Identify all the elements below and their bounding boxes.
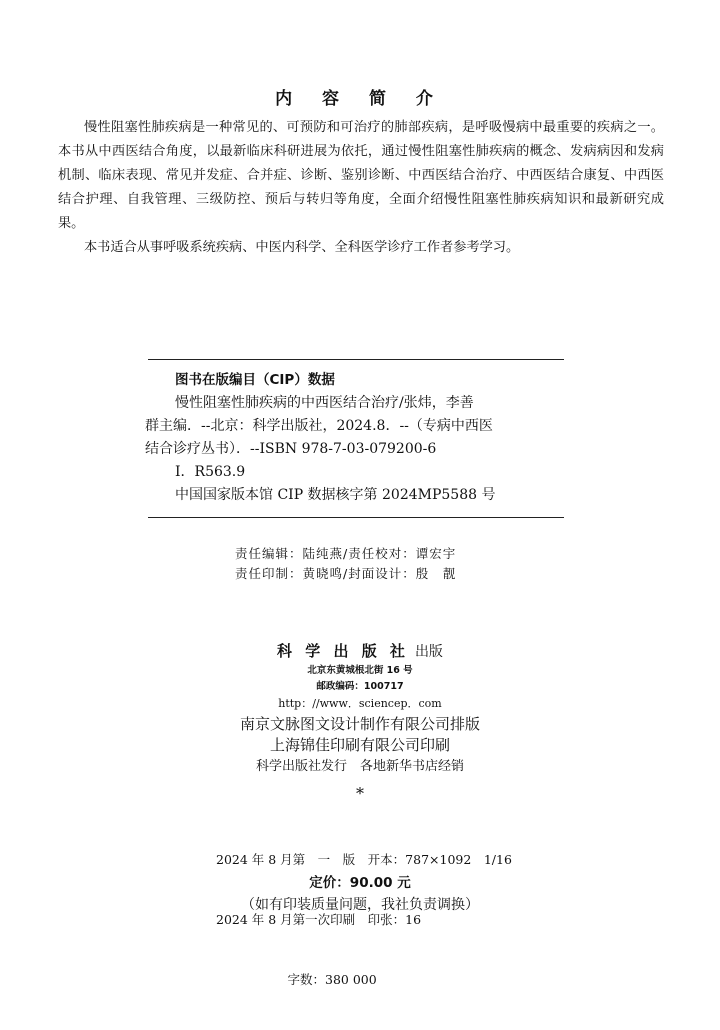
word-count-line: 字数：380 000: [216, 972, 377, 987]
cip-top-rule: [148, 359, 564, 360]
cip-line: 结合诊疗丛书）．--ISBN 978-7-03-079200-6: [145, 441, 437, 457]
distribution: 科学出版社发行 各地新华书店经销: [255, 759, 464, 774]
staff-line: 责任印制：黄晓鸣/封面设计：殷 靓: [235, 566, 457, 581]
page-title: 内 容 简 介: [275, 89, 445, 109]
printer: 上海锦佳印刷有限公司印刷: [269, 736, 450, 754]
cip-record-number: 中国国家版本馆 CIP 数据核字第 2024MP5588 号: [175, 487, 496, 503]
typesetter: 南京文脉图文设计制作有限公司排版: [239, 715, 480, 733]
publisher-url: http：//www．sciencep．com: [278, 697, 442, 710]
audience-paragraph: 本书适合从事呼吸系统疾病、中医内科学、全科医学诊疗工作者参考学习。: [84, 240, 520, 255]
separator-asterisk: *: [356, 784, 364, 803]
cip-line: 慢性阻塞性肺疾病的中西医结合治疗/张炜，李善: [175, 395, 474, 411]
production-credits: [0, 714, 720, 777]
summary-section: [58, 116, 664, 260]
price: 定价：90.00 元: [309, 875, 411, 891]
printing-line: 2024 年 8 月第一次印刷 印张：16: [216, 912, 422, 927]
cip-block: [145, 369, 545, 507]
cip-bottom-rule: [148, 517, 564, 518]
publisher-block: [0, 640, 720, 713]
publisher-postcode: 邮政编码：100717: [316, 681, 404, 692]
staff-credits: [235, 544, 456, 584]
cip-classification: Ⅰ．R563.9: [175, 464, 246, 480]
staff-line: 责任编辑：陆纯燕/责任校对：谭宏宇: [235, 546, 457, 561]
cip-heading: 图书在版编目（CIP）数据: [175, 372, 335, 388]
quality-note: （如有印装质量问题，我社负责调换）: [241, 897, 479, 913]
publisher-suffix: 出版: [414, 644, 443, 660]
publisher-address: 北京东黄城根北街 16 号: [307, 665, 413, 676]
cip-line: 群主编．--北京：科学出版社，2024.8．--（专病中西医: [145, 418, 493, 434]
summary-paragraph: 慢性阻塞性肺疾病是一种常见的、可预防和可治疗的肺部疾病，是呼吸慢病中最重要的疾病之一。本书从中西医结合角度，以最新临床科研进展为依托，通过慢性阻塞性肺疾病的概念、发病病因和发病机制、临床表现、常见并发症、合并症、诊断、鉴别诊断、中西医结合治疗、中西医结合康复、中西医结合护理、自我管理、三级防控、预后与转归等角度，全面介绍慢性阻塞性肺疾病知识和最新研究成果。: [58, 120, 664, 231]
edition-info: [216, 810, 512, 1030]
publisher-name: 科 学 出 版 社: [277, 642, 409, 660]
edition-line: 2024 年 8 月第 一 版 开本：787×1092 1/16: [216, 852, 512, 867]
